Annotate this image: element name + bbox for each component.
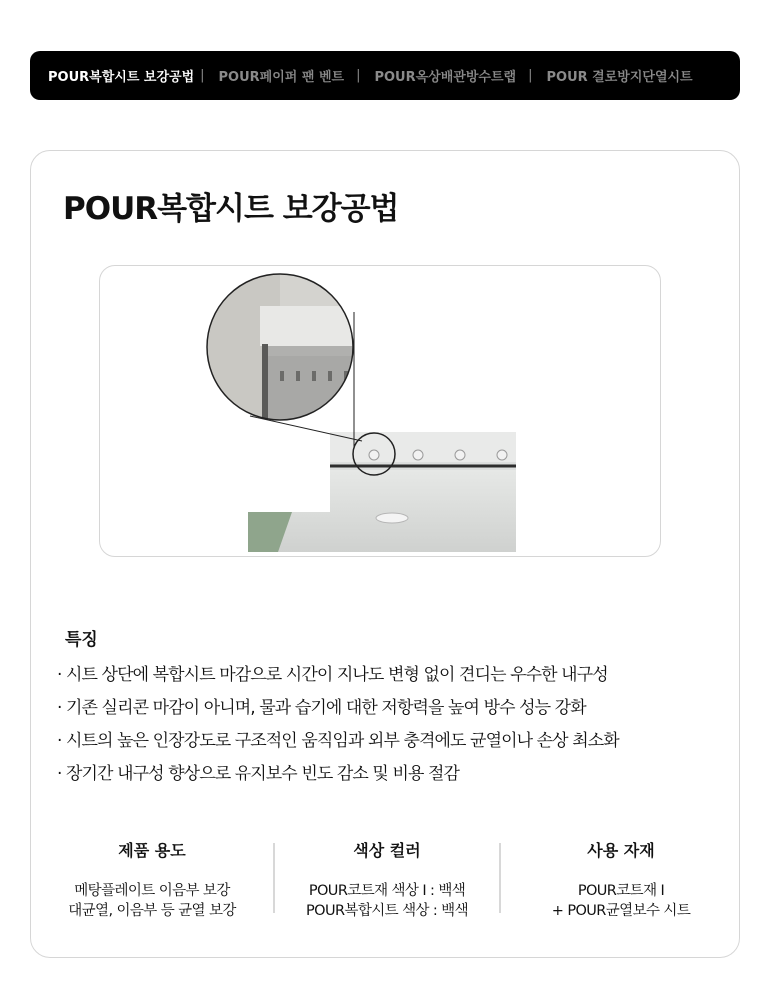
features-list	[57, 659, 619, 791]
spec-usage	[31, 841, 273, 921]
spec-value: 대균열, 이음부 등 균열 보강	[68, 903, 236, 919]
tab-composite-sheet[interactable]: POUR복합시트 보강공법	[48, 70, 195, 85]
feature-item: · 장기간 내구성 향상으로 유지보수 빈도 감소 및 비용 절감	[57, 764, 460, 784]
tab-rooftop-drain-trap[interactable]: POUR옥상배관방수트랩	[374, 70, 517, 85]
feature-item: · 기존 실리콘 마감이 아니며, 물과 습기에 대한 저항력을 높여 방수 성능 강화	[57, 698, 586, 718]
page-title: POUR복합시트 보강공법	[63, 191, 399, 227]
spec-value: POUR코트재 색상 I : 백색	[308, 883, 466, 899]
top-tab-bar	[30, 51, 740, 100]
spec-value: POUR복합시트 색상 : 백색	[305, 903, 468, 919]
feature-item: · 시트 상단에 복합시트 마감으로 시간이 지나도 변형 없이 견디는 우수한 내구성	[57, 665, 608, 685]
spec-value: + POUR균열보수 시트	[551, 903, 691, 919]
features-heading: 특징	[65, 630, 98, 650]
tab-paper-fan-vent[interactable]: POUR페이퍼 팬 벤트	[218, 70, 345, 85]
spec-table	[31, 841, 741, 921]
spec-heading: 사용 자재	[587, 841, 655, 860]
spec-color	[275, 841, 499, 921]
product-card	[30, 150, 740, 958]
tab-separator: |	[200, 68, 205, 83]
spec-heading: 색상 컬러	[353, 841, 421, 860]
tab-separator: |	[528, 68, 533, 83]
spec-value: POUR코트재 I	[577, 883, 665, 899]
tab-condensation-sheet[interactable]: POUR 결로방지단열시트	[546, 70, 693, 85]
spec-value: 메탕플레이트 이음부 보강	[74, 883, 230, 899]
spec-materials	[501, 841, 741, 921]
installation-diagram	[100, 266, 661, 557]
feature-item: · 시트의 높은 인장강도로 구조적인 움직임과 외부 충격에도 균열이나 손상 최소화	[57, 731, 619, 751]
product-illustration	[99, 265, 661, 557]
tab-separator: |	[356, 68, 361, 83]
spec-heading: 제품 용도	[118, 841, 186, 860]
